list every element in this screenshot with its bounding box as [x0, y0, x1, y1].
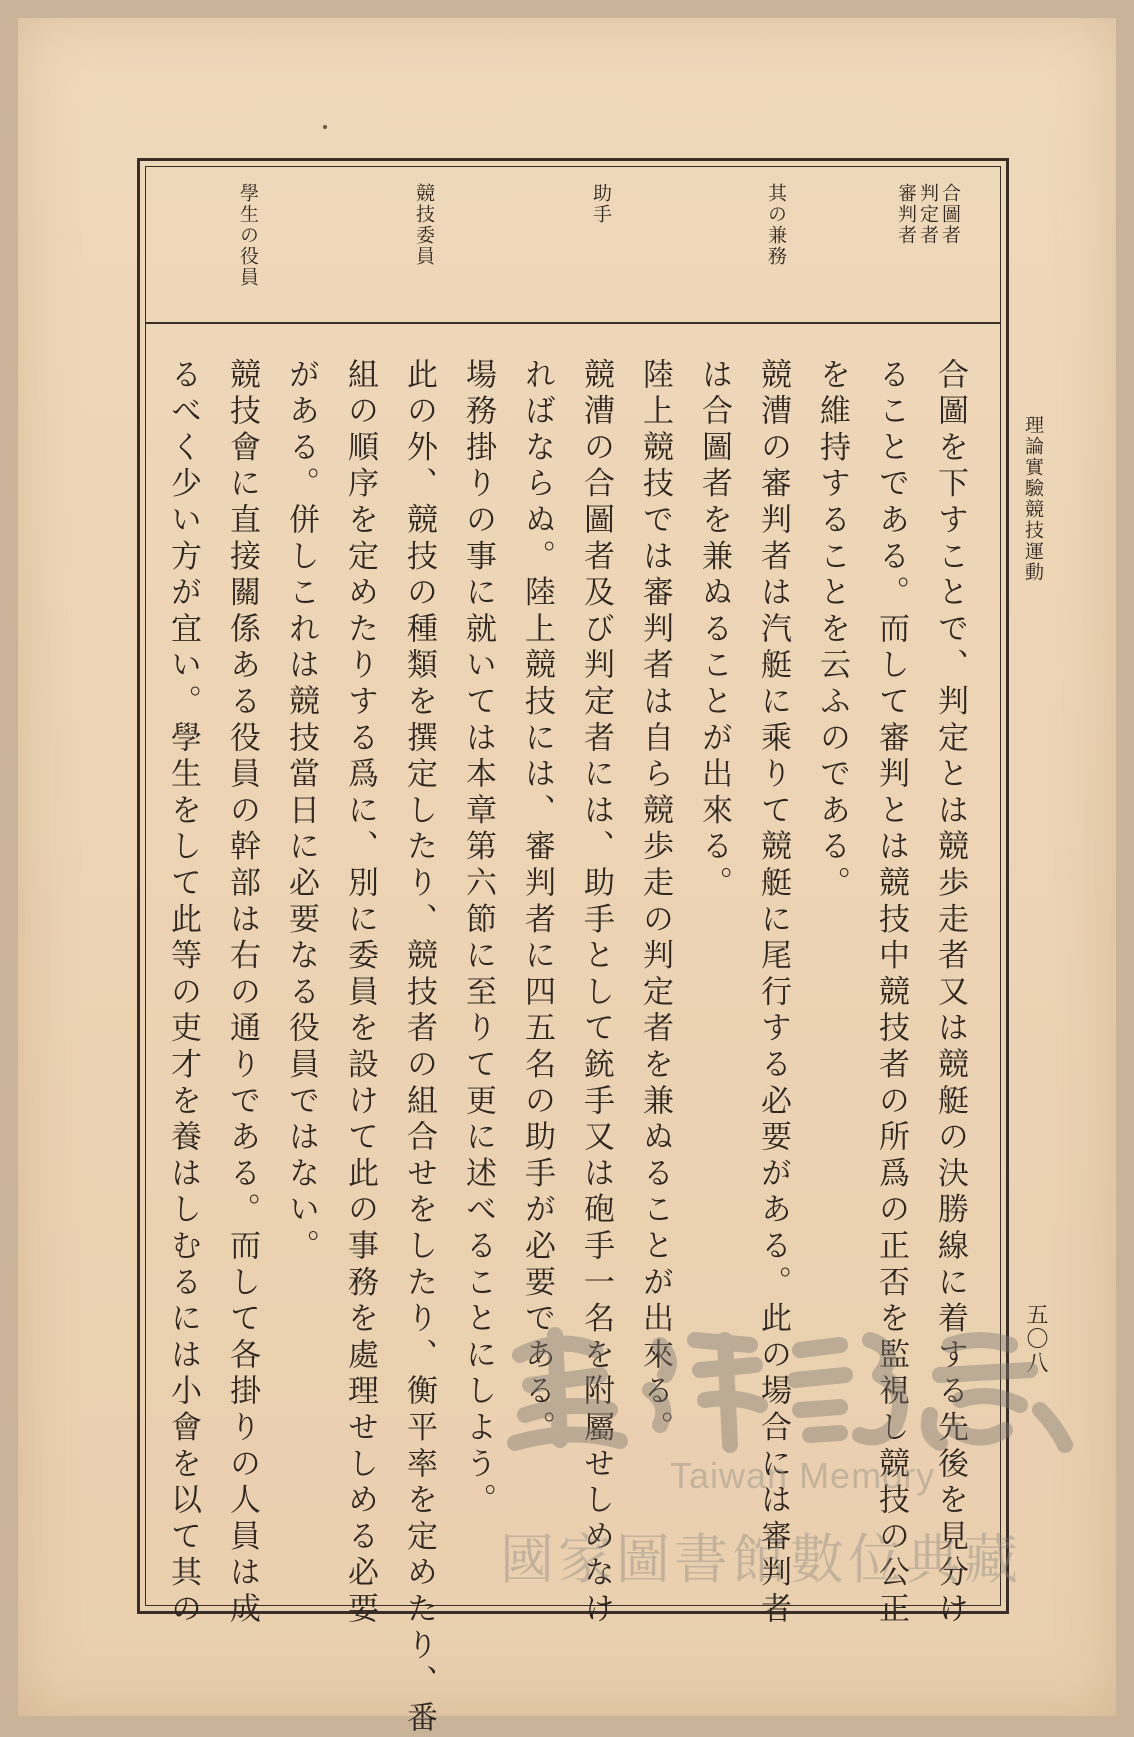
body-column: るべく少い方が宜い。學生をして此等の吏才を養はしむるには小會を以て其の [165, 358, 201, 1629]
header-rule [145, 322, 1001, 324]
body-column: 此の外、競技の種類を撰定したり、競技者の組合せをしたり、衡平率を定めたり、番 [401, 358, 437, 1737]
library-watermark [500, 1315, 1080, 1605]
side-label-dual-role: 其の兼務 [765, 183, 787, 267]
side-label-student-officials: 學生の役員 [237, 183, 259, 288]
body-column: 場務掛りの事に就いては本章第六節に至りて更に述べることにしよう。 [460, 358, 496, 1520]
body-column: ればならぬ。陸上競技には、審判者に四五名の助手が必要である。 [519, 358, 555, 1447]
taiwan-memory-logo [500, 1315, 1080, 1455]
side-label-starter-judge: 合圖者 判定者 審判者 [895, 183, 961, 246]
body-column: 合圖を下すことで、判定とは競歩走者又は競艇の決勝線に着する先後を見分け [932, 358, 968, 1629]
body-column: を維持することを云ふのである。 [814, 358, 850, 903]
body-column: 組の順序を定めたりする爲に、別に委員を設けて此の事務を處理せしめる必要 [342, 358, 378, 1629]
body-column: 競漕の合圖者及び判定者には、助手として銃手又は砲手一名を附屬せしめなけ [578, 358, 614, 1629]
running-head: 理論實驗競技運動 [1022, 415, 1044, 583]
watermark-latin: Taiwan Memory [670, 1455, 936, 1496]
body-column: ることである。而して審判とは競技中競技者の所爲の正否を監視し競技の公正 [873, 358, 909, 1629]
body-column: 陸上競技では審判者は自ら競歩走の判定者を兼ぬることが出來る。 [637, 358, 673, 1447]
body-column: は合圖者を兼ぬることが出來る。 [696, 358, 732, 903]
page-number: 五〇八 [1023, 1303, 1048, 1375]
side-label-committee: 競技委員 [413, 183, 435, 267]
body-column: 競漕の審判者は汽艇に乘りて競艇に尾行する必要がある。此の場合には審判者 [755, 358, 791, 1629]
body-column: がある。併しこれは競技當日に必要なる役員ではない。 [283, 358, 319, 1266]
watermark-institution: 國家圖書館數位典藏 [500, 1528, 1022, 1591]
body-column: 競技會に直接關係ある役員の幹部は右の通りである。而して各掛りの人員は成 [224, 358, 260, 1629]
side-label-assistant: 助手 [590, 183, 612, 225]
